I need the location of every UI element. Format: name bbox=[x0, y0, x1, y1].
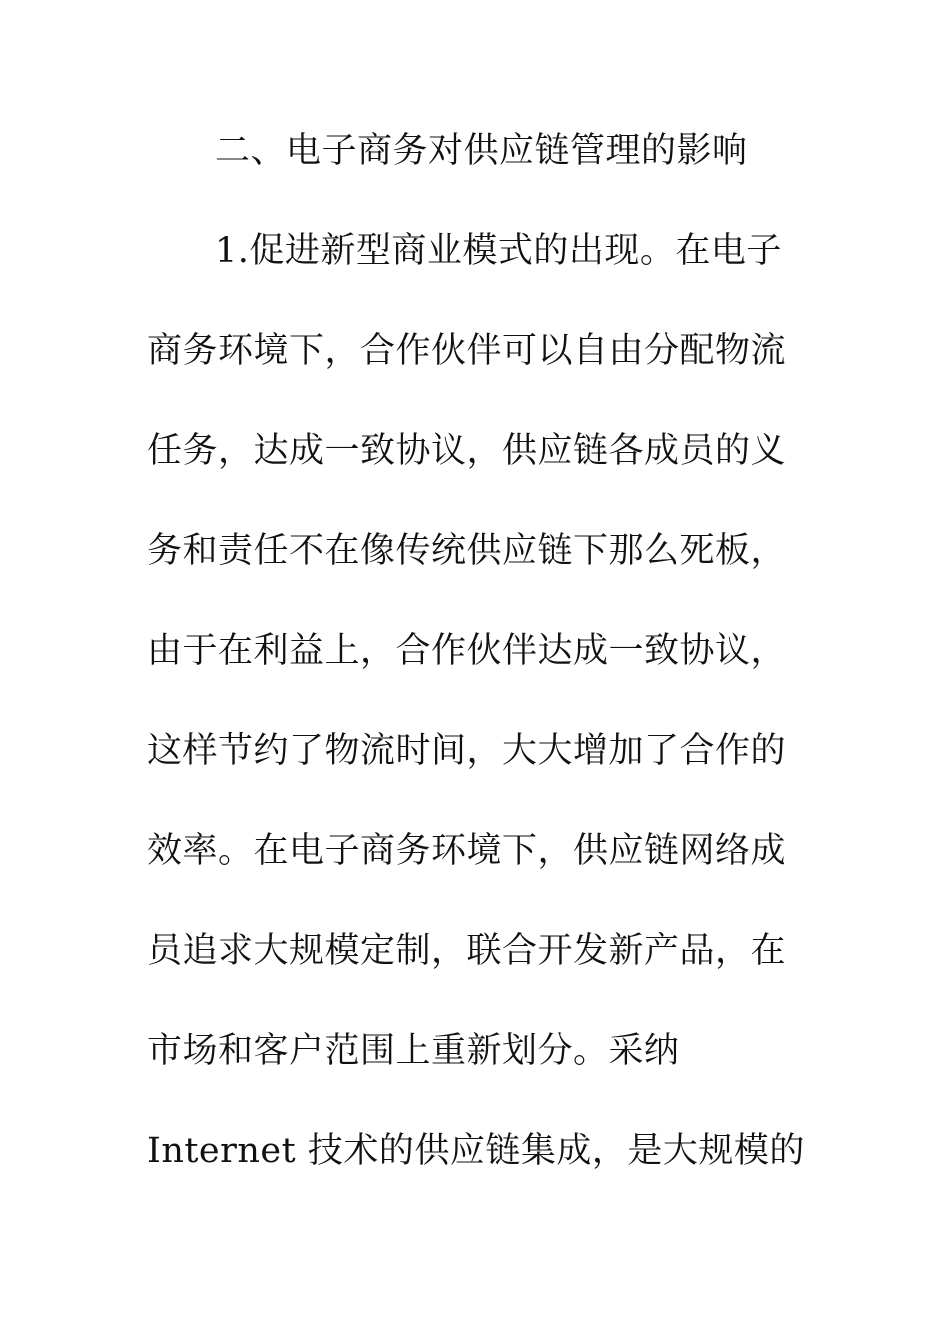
section-heading: 二、电子商务对供应链管理的影响 bbox=[215, 131, 748, 171]
paragraph-line: 商务环境下，合作伙伴可以自由分配物流 bbox=[147, 331, 787, 371]
paragraph-line: 员追求大规模定制，联合开发新产品，在 bbox=[147, 931, 787, 971]
paragraph-line: 由于在利益上，合作伙伴达成一致协议， bbox=[147, 631, 787, 671]
paragraph-line: Internet 技术的供应链集成，是大规模的 bbox=[147, 1131, 805, 1171]
paragraph-line: 这样节约了物流时间，大大增加了合作的 bbox=[147, 731, 787, 771]
paragraph bbox=[147, 226, 807, 1226]
paragraph-line: 效率。在电子商务环境下，供应链网络成 bbox=[147, 831, 787, 871]
paragraph-line: 任务，达成一致协议，供应链各成员的义 bbox=[147, 431, 787, 471]
paragraph-line: 1.促进新型商业模式的出现。在电子 bbox=[215, 231, 782, 271]
paragraph-line: 务和责任不在像传统供应链下那么死板， bbox=[147, 531, 787, 571]
paragraph-line: 市场和客户范围上重新划分。采纳 bbox=[147, 1031, 680, 1071]
